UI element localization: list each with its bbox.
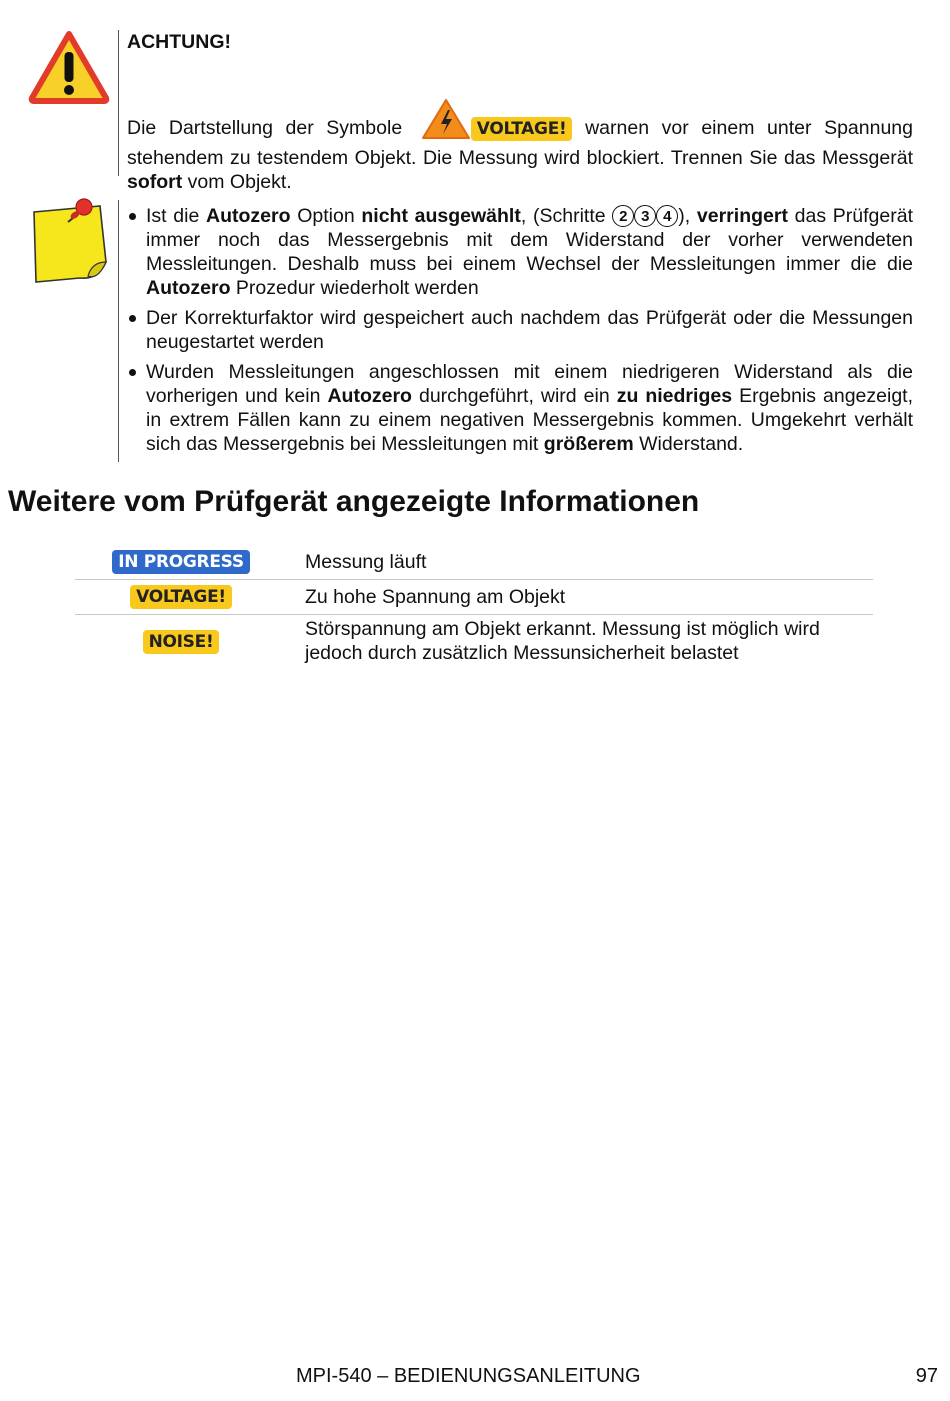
step-number-icon: 3 xyxy=(634,205,656,227)
note-bold: verringert xyxy=(696,205,788,227)
note-bold: Autozero xyxy=(146,277,231,299)
note-list xyxy=(127,204,913,456)
warning-block xyxy=(0,28,950,193)
voltage-badge: VOLTAGE! xyxy=(130,585,232,609)
note-block xyxy=(0,196,950,462)
note-item-lower-resistance xyxy=(127,360,913,456)
note-text: Wurden Messleitungen angeschlossen mit einem niedrigeren Widerstand als die vorherigen und kein xyxy=(146,361,913,407)
high-voltage-icon xyxy=(421,98,471,146)
table-row xyxy=(75,579,873,614)
warning-text-end: vom Objekt. xyxy=(187,171,292,193)
warning-triangle-icon xyxy=(28,30,110,110)
note-content xyxy=(127,204,913,462)
in-progress-badge: IN PROGRESS xyxy=(112,550,250,574)
step-number-icon: 2 xyxy=(612,205,634,227)
badge-cell xyxy=(75,579,287,614)
note-item-autozero-not-selected xyxy=(127,204,913,300)
warning-text-post: warnen vor einem unter Spannung stehendem zu testendem Objekt. Die Messung wird blockiert. Trennen Sie das Messgerät xyxy=(127,117,914,169)
description-cell: Messung läuft xyxy=(305,550,427,573)
warning-content xyxy=(127,30,913,194)
pinned-note-icon xyxy=(28,196,114,292)
table-row xyxy=(75,545,873,579)
note-text: Prozedur wiederholt werden xyxy=(235,277,479,299)
footer-title: MPI-540 – BEDIENUNGSANLEITUNG xyxy=(296,1365,641,1387)
voltage-badge: VOLTAGE! xyxy=(471,117,573,141)
note-item-correction-factor: Der Korrekturfaktor wird gespeichert auch nachdem das Prüfgerät oder die Messungen neugestartet werden xyxy=(127,306,913,354)
section-title: Weitere vom Prüfgerät angezeigte Informationen xyxy=(8,485,700,518)
note-text: Widerstand. xyxy=(639,433,744,455)
warning-text xyxy=(127,98,913,194)
note-text: ), xyxy=(678,205,691,227)
note-text: durchgeführt, wird ein xyxy=(418,385,610,407)
note-text: Option xyxy=(297,205,355,227)
description-cell: Störspannung am Objekt erkannt. Messung ist möglich wird jedoch durch zusätzlich Messunsicherheit belastet xyxy=(305,618,820,665)
warning-bold: sofort xyxy=(127,171,183,193)
badge-cell xyxy=(75,614,287,668)
warning-text-pre: Die Dartstellung der Symbole xyxy=(127,117,403,139)
note-text: Ergebnis angezeigt, in extrem Fällen kann zu einem negativen Messergebnis kommen. Umgekehrt verhält sich das Messergebnis bei Messleitungen mit xyxy=(146,385,914,455)
note-divider xyxy=(118,200,119,462)
note-bold: nicht ausgewählt xyxy=(361,205,521,227)
description-cell: Zu hohe Spannung am Objekt xyxy=(305,585,566,608)
note-text: Ist die xyxy=(146,205,200,227)
page-number: 97 xyxy=(915,1365,938,1387)
note-bold: zu niedriges xyxy=(616,385,733,407)
noise-badge: NOISE! xyxy=(143,630,220,654)
warning-title: ACHTUNG! xyxy=(127,31,231,53)
table-row xyxy=(75,614,873,668)
step-number-icon: 4 xyxy=(656,205,678,227)
info-table xyxy=(75,545,873,668)
note-bold: größerem xyxy=(543,433,634,455)
note-text: , (Schritte xyxy=(520,205,606,227)
note-bold: Autozero xyxy=(206,205,291,227)
warning-divider xyxy=(118,30,119,176)
note-text: das Prüfgerät immer noch das Messergebnis mit dem Widerstand der vorher verwendeten Messleitungen. Deshalb muss bei einem Wechsel der Messleitungen immer die die xyxy=(146,205,914,275)
badge-cell xyxy=(75,545,287,579)
note-bold: Autozero xyxy=(327,385,412,407)
